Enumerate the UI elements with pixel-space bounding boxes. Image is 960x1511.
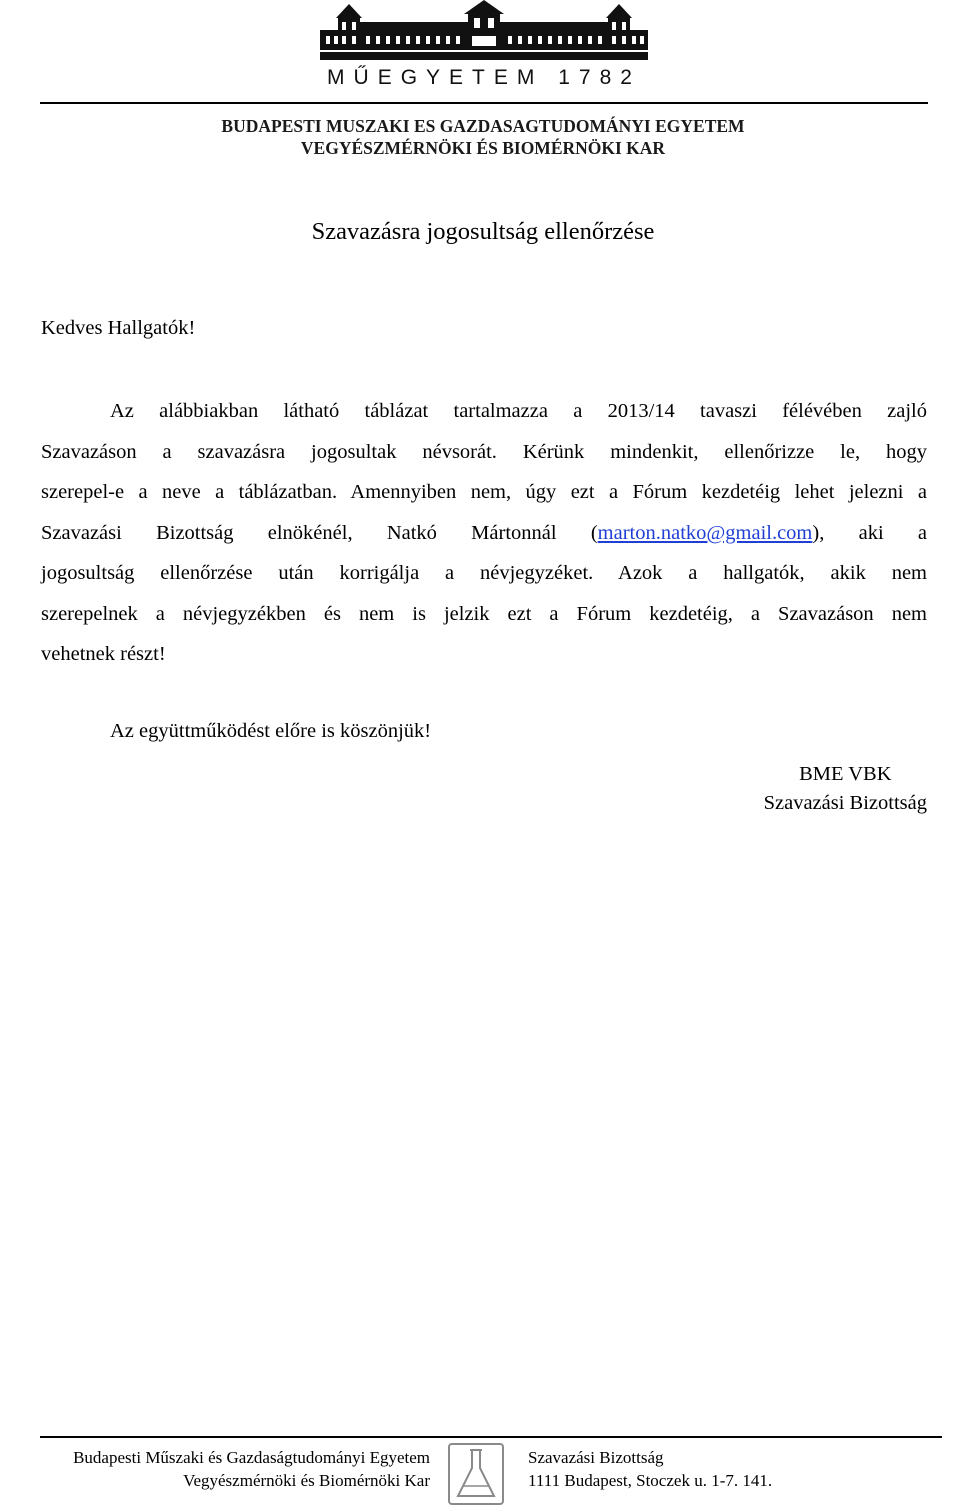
university-logo	[318, 0, 650, 94]
body-line-5: jogosultság ellenőrzése után korrigálja a névjegyzéket. Azok a hallgatók, akik nem	[41, 562, 927, 584]
body-line-6: szerepelnek a névjegyzékben és nem is jelzik ezt a Fórum kezdetéig, a Szavazáson nem	[41, 602, 927, 625]
body-line-4	[41, 513, 927, 554]
footer-right	[528, 1446, 772, 1492]
signature-committee: Szavazási Bizottság	[763, 792, 927, 814]
footer-left	[73, 1446, 430, 1492]
body-line-2: Szavazáson a szavazásra jogosultak névsorát. Kérünk mindenkit, ellenőrizze le, hogy	[41, 440, 927, 463]
footer-university: Budapesti Műszaki és Gazdaságtudományi Egyetem	[73, 1448, 430, 1467]
footer-divider	[40, 1436, 942, 1438]
body-line-4-start: Szavazási Bizottság elnökénél, Natkó Mártonnál (	[41, 521, 598, 544]
footer-address: 1111 Budapest, Stoczek u. 1-7. 141.	[528, 1471, 773, 1490]
footer-faculty: Vegyészmérnöki és Biomérnöki Kar	[183, 1471, 430, 1490]
header-divider	[40, 102, 928, 104]
footer-committee: Szavazási Bizottság	[528, 1448, 664, 1467]
greeting: Kedves Hallgatók!	[41, 317, 196, 339]
body-paragraph	[41, 391, 927, 675]
email-link[interactable]: marton.natko@gmail.com	[597, 521, 813, 544]
logo-text: MŰEGYETEM 1782	[327, 66, 641, 89]
document-title: Szavazásra jogosultság ellenőrzése	[311, 218, 655, 245]
flask-icon	[446, 1442, 506, 1506]
body-line-3: szerepel-e a neve a táblázatban. Amennyiben nem, úgy ezt a Fórum kezdetéig lehet jelezni a	[41, 481, 927, 503]
signature	[764, 760, 927, 818]
university-name: BUDAPESTI MUSZAKI ES GAZDASAGTUDOMÁNYI EGYETEM	[221, 116, 745, 136]
faculty-name: VEGYÉSZMÉRNÖKI ÉS BIOMÉRNÖKI KAR	[300, 138, 666, 158]
body-line-1: Az alábbiakban látható táblázat tartalmazza a 2013/14 tavaszi félévében zajló	[110, 400, 927, 422]
body-line-4-end: ), aki a	[812, 521, 927, 544]
university-building-icon	[318, 0, 650, 66]
body-line-7: vehetnek részt!	[41, 643, 166, 665]
closing-text: Az együttműködést előre is köszönjük!	[110, 720, 432, 742]
signature-org: BME VBK	[799, 763, 892, 785]
